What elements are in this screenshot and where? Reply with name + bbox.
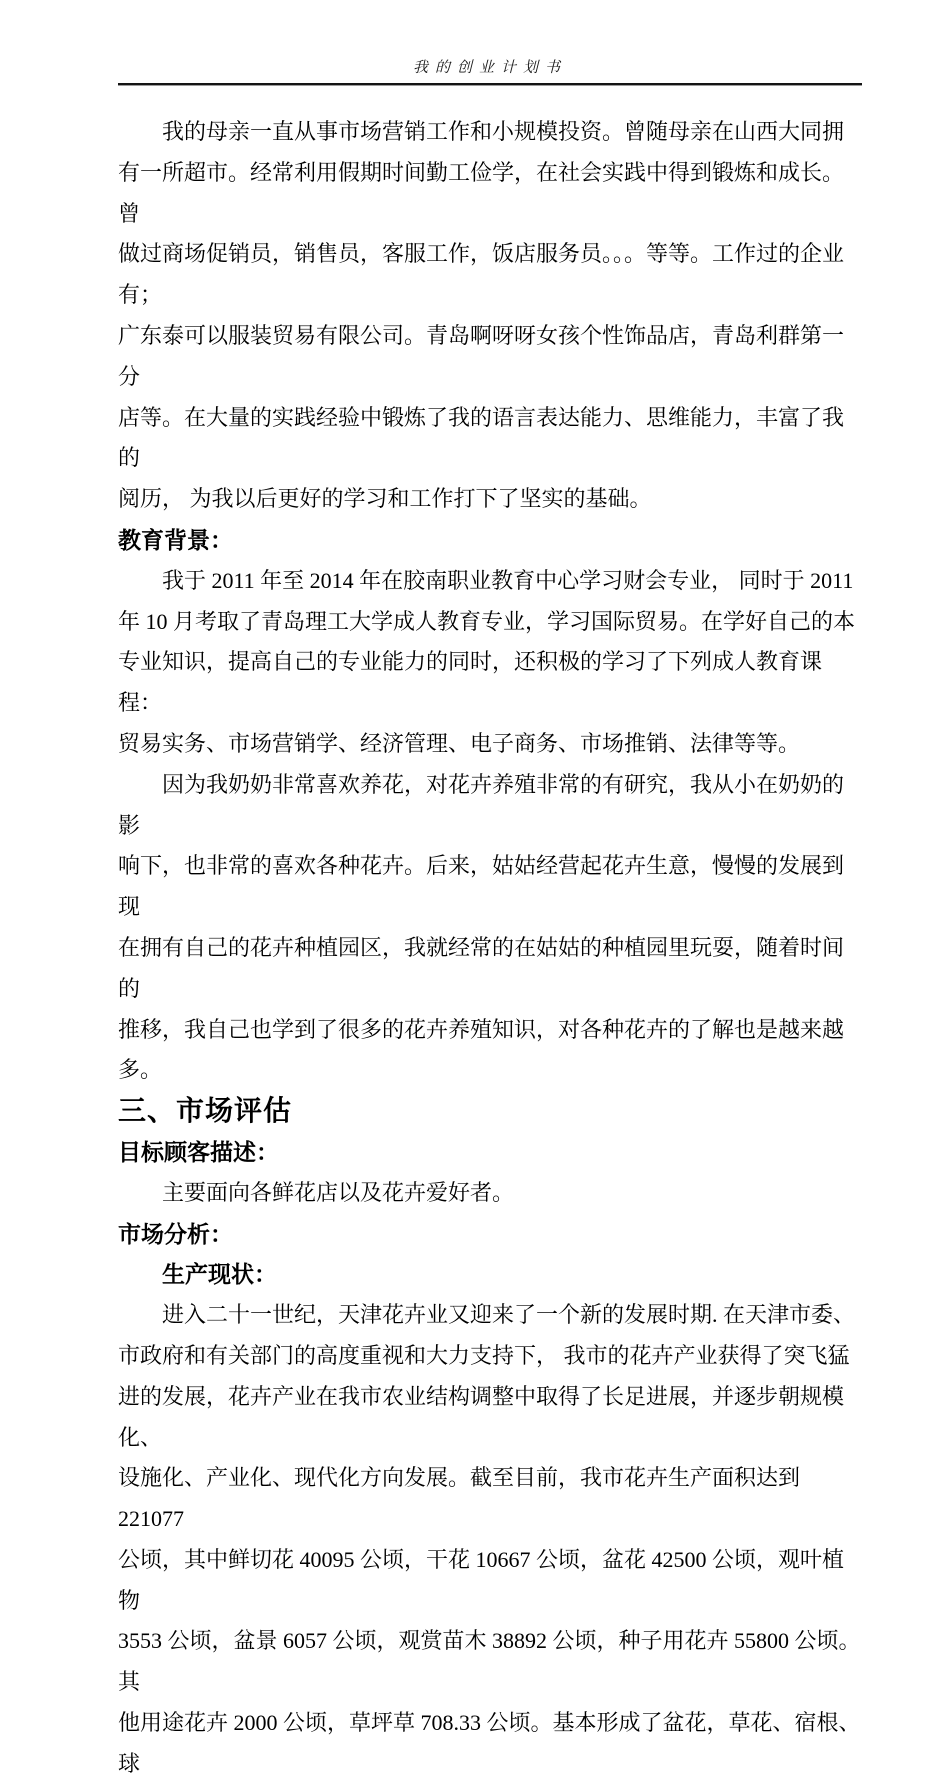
heading-market-evaluation: 三、市场评估 [118, 1095, 293, 1127]
heading-production-status: 生产现状： [162, 1261, 277, 1288]
header-rule [118, 83, 862, 86]
page-header-title: 我的创业计划书 [412, 60, 567, 76]
paragraph-work-experience: 我的母亲一直从事市场营销工作和小规模投资。曾随母亲在山西大同拥 有一所超市。经常利用假期时间勤工俭学，在社会实践中得到锻炼和成长。曾 做过商场促销员，销售员，客服工作，饭店服务员。。。等等。工作过的企业有； 广东泰可以服装贸易有限公司。青岛啊呀呀女孩个性饰品店，青岛利群第一分 店等。在大量的实践经验中锻炼了我的语言表达能力、思维能力，丰富了我的 阅历， 为我以后更好的学习和工作打下了坚实的基础。 [118, 119, 845, 512]
paragraph-education: 我于 2011 年至 2014 年在胶南职业教育中心学习财会专业， 同时于 2011 年 10 月考取了青岛理工大学成人教育专业，学习国际贸易。在学好自己的本 专业知识，提高自己的专业能力的同时，还积极的学习了下列成人教育课程： 贸易实务、市场营销学、经济管理、电子商务、市场推销、法律等等。 [118, 567, 856, 756]
paragraph-target-customers: 主要面向各鲜花店以及花卉爱好者。 [162, 1179, 515, 1205]
paragraph-flower-interest: 因为我奶奶非常喜欢养花，对花卉养殖非常的有研究，我从小在奶奶的影 响下，也非常的喜欢各种花卉。后来，姑姑经营起花卉生意，慢慢的发展到现 在拥有自己的花卉种植园区，我就经常的在姑姑的种植园里玩耍，随着时间的 推移，我自己也学到了很多的花卉养殖知识，对各种花卉的了解也是越来越多。 [118, 771, 845, 1083]
heading-market-analysis: 市场分析： [118, 1220, 233, 1247]
heading-education-background: 教育背景： [118, 526, 233, 553]
paragraph-production-status: 进入二十一世纪，天津花卉业又迎来了一个新的发展时期. 在天津市委、 市政府和有关部门的高度重视和大力支持下， 我市的花卉产业获得了突飞猛 进的发展，花卉产业在我市农业结构调整中取得了长足进展，并逐步朝规模化、 设施化、产业化、现代化方向发展。截至目前，我市花卉生产面积达到 221077 公顷，其中鲜切花 40095 公顷，干花 10667 公顷，盆花 42500 公顷，观叶植物 3553 公顷，盆景 6057 公顷，观赏苗木 38892 公顷，种子用花卉 55800 公顷。其 他用途花卉 2000 公顷，草坪草 708.33 公顷。基本形成了盆花，草花、宿根、球 [118, 1302, 861, 1776]
heading-target-customers: 目标顾客描述： [118, 1138, 279, 1165]
document-body [118, 112, 862, 1785]
